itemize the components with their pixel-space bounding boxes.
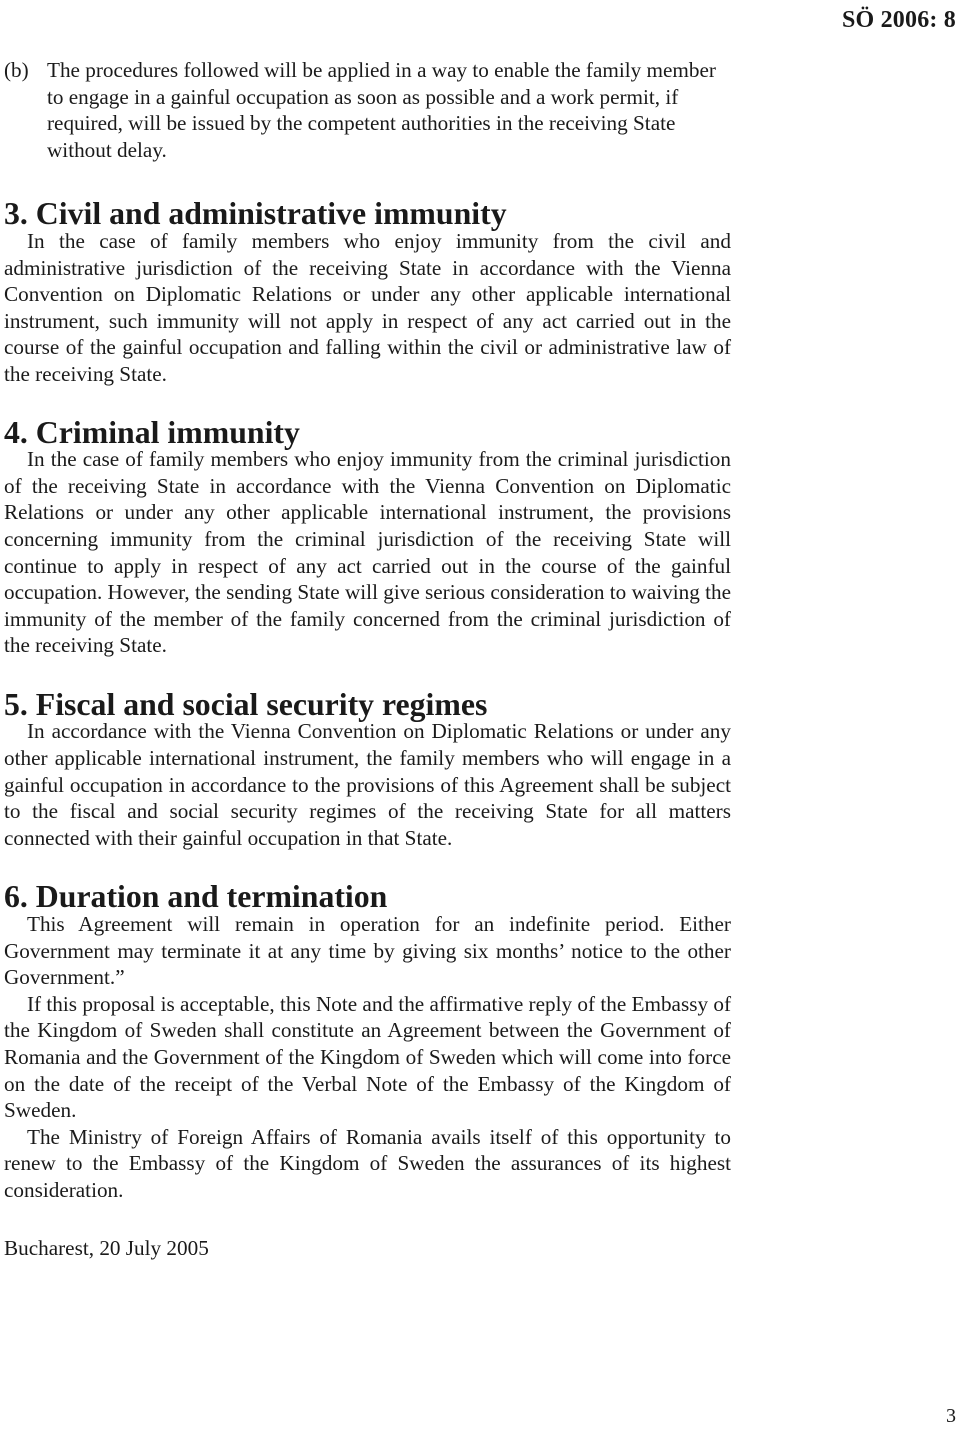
paragraph: In accordance with the Vienna Convention on Diplomatic Relations or under any other applicable international instrument, the family members who will engage in a gainful occupation in accordance to the provisions of this Agreement shall be subject to the fiscal and social security regimes of the receiving State for all matters connected with their gainful occupation in that State. bbox=[4, 719, 731, 850]
section-title: 5. Fiscal and social security regimes bbox=[4, 686, 488, 722]
paragraph: The Ministry of Foreign Affairs of Romania avails itself of this opportunity to renew to the Embassy of the Kingdom of Sweden the assurances of its highest consideration. bbox=[4, 1124, 731, 1202]
page-number: 3 bbox=[946, 1405, 956, 1427]
list-item-text: The procedures followed will be applied in a way to enable the family member to engage in a gainful occupation as soon as possible and a work permit, if required, will be issued by the competent authorities in the receiving State without delay. bbox=[47, 58, 716, 162]
document-body bbox=[4, 57, 731, 1261]
list-item-marker: (b) bbox=[4, 58, 29, 82]
page-header-reference: SÖ 2006: 8 bbox=[841, 7, 956, 33]
section-criminal-immunity bbox=[4, 414, 732, 659]
paragraph: In the case of family members who enjoy immunity from the civil and administrative jurisdiction of the receiving State in accordance with the Vienna Convention on Diplomatic Relations or under any other applicable international instrument, such immunity will not apply in respect of any act carried out in the course of the gainful occupation and falling within the civil or administrative law of the receiving State. bbox=[4, 228, 731, 386]
section-civil-administrative-immunity bbox=[4, 196, 731, 387]
paragraph: If this proposal is acceptable, this Note and the affirmative reply of the Embassy of the Kingdom of Sweden shall constitute an Agreement between the Government of Romania and the Government of the Kingdom of Sweden which will come into force on the date of the receipt of the Verbal Note of the Embassy of the Kingdom of Sweden. bbox=[4, 991, 731, 1123]
list-item-b bbox=[4, 57, 731, 163]
section-title: 4. Criminal immunity bbox=[4, 414, 300, 450]
section-title: 3. Civil and administrative immunity bbox=[4, 196, 507, 232]
section-title: 6. Duration and termination bbox=[4, 879, 388, 915]
paragraph: This Agreement will remain in operation for an indefinite period. Either Government may terminate it at any time by giving six months’ notice to the other Government.” bbox=[4, 912, 731, 990]
section-fiscal-social-security bbox=[4, 686, 731, 852]
paragraph: In the case of family members who enjoy immunity from the criminal jurisdiction of the receiving State in accordance with the Vienna Convention on Diplomatic Relations or under any other applicable international instrument, the provisions concerning immunity from the criminal jurisdiction of the receiving State will continue to apply in respect of any act carried out in the course of the gainful occupation. However, the sending State will give serious consideration to waiving the immunity of the member of the family concerned from the criminal jurisdiction of the receiving State. bbox=[4, 447, 732, 658]
closing-place-date: Bucharest, 20 July 2005 bbox=[4, 1235, 209, 1260]
section-duration-termination bbox=[4, 879, 731, 1203]
